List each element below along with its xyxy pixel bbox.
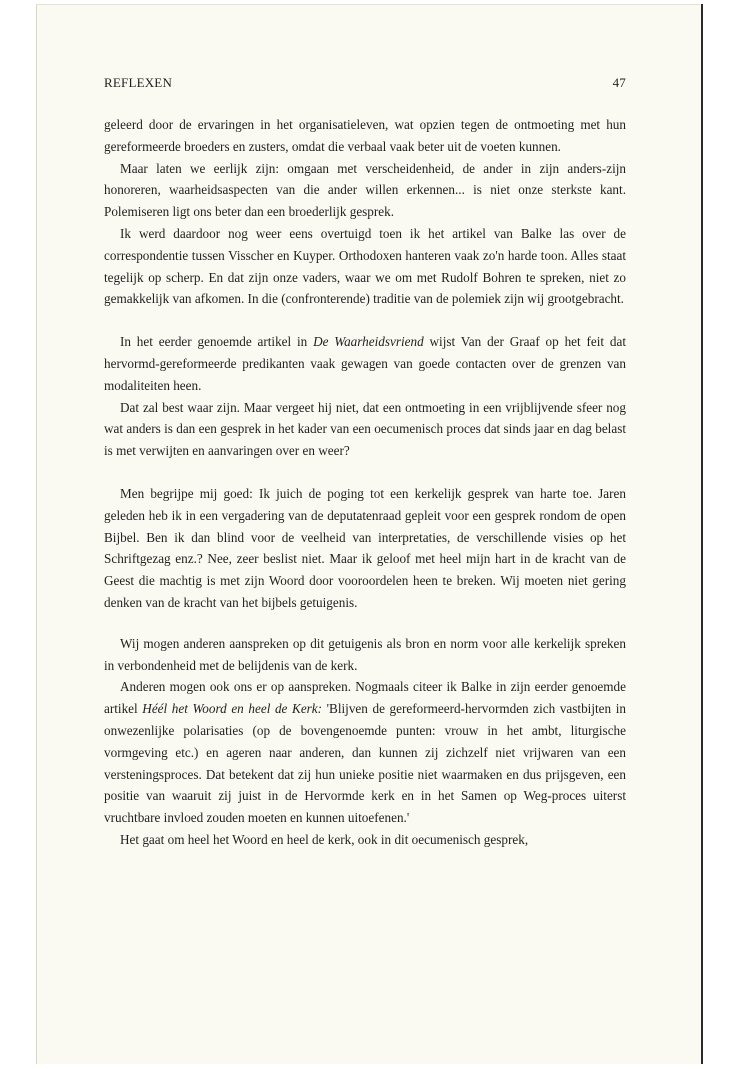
paragraph-8-text-b: 'Blijven de gereformeerd-hervormden zich vastbijten in onwezenlijke polarisaties (op de bovengenoemde punten: vrouw in het ambt, liturgische vormgeving etc.) en ageren naar anderen, dan kunnen zij zichzelf niet vrijwaren van een versteningsproces. Dat betekent dat zij hun unieke positie niet waarmaken en dus prijsgeven, een positie van waaruit zij juist in de Hervormde kerk en in het Samen op Weg-proces uiterst vruchtbare invloed zouden moeten en kunnen uitoefenen.' [104, 701, 626, 826]
paragraph-5: Dat zal best waar zijn. Maar vergeet hij niet, dat een ontmoeting in een vrijblijvende sfeer nog wat anders is dan een gesprek in het kader van een oecumenisch proces dat sinds jaar en dag belast is met verwijten en aanvaringen over en weer? [104, 399, 626, 459]
body-text [104, 114, 626, 851]
running-head-title: REFLEXEN [104, 75, 173, 90]
paragraph-9: Het gaat om heel het Woord en heel de kerk, ook in dit oecumenisch gesprek, [120, 831, 529, 847]
page-number: 47 [612, 75, 626, 90]
paragraph-8-italic-title: Héél het Woord en heel de Kerk: [142, 701, 323, 717]
page-top-edge [36, 4, 700, 5]
paragraph-4-text-a: In het eerder genoemde artikel in [120, 334, 314, 350]
paragraph-1: geleerd door de ervaringen in het organisatieleven, wat opzien tegen de ontmoeting met hun gereformeerde broeders en zusters, omdat die verbaal vaak beter uit de voeten kunnen. [104, 117, 626, 154]
running-head [104, 75, 626, 93]
paragraph-7: Wij mogen anderen aanspreken op dit getuigenis als bron en norm voor alle kerkelijk spreken in verbondenheid met de belijdenis van de kerk. [104, 635, 626, 673]
paragraph-4-text-b: wijst Van der Graaf op het feit dat hervormd-gereformeerde predikanten vaak gewagen van goede contacten over de grenzen van modaliteiten heen. [104, 334, 627, 393]
paragraph-3: Ik werd daardoor nog weer eens overtuigd toen ik het artikel van Balke las over de correspondentie tussen Visscher en Kuyper. Orthodoxen hanteren vaak zo'n harde toon. Alles staat tegelijk op scherp. En dat zijn onze vaders, waar we om met Rudolf Bohren te spreken, niet zo gemakkelijk van afkomen. In die (confronterende) traditie van de polemiek zijn wij grootgebracht. [104, 225, 626, 307]
paragraph-8 [104, 676, 626, 829]
paragraph-4-italic-title: De Waarheidsvriend [313, 334, 424, 350]
paragraph-8-text-a: Anderen mogen ook ons er op aanspreken. Nogmaals citeer ik Balke in zijn eerder genoemde artikel [104, 679, 626, 717]
paragraph-2: Maar laten we eerlijk zijn: omgaan met verscheidenheid, de ander in zijn anders-zijn honoreren, waarheidsaspecten van die ander willen erkennen... is niet onze sterkste kant. Polemiseren ligt ons beter dan een broederlijk gesprek. [104, 160, 626, 220]
paragraph-6: Men begrijpe mij goed: Ik juich de poging tot een kerkelijk gesprek van harte toe. Jaren geleden heb ik in een vergadering van de deputatenraad gepleit voor een gesprek rondom de open Bijbel. Ben ik dan blind voor de veelheid van interpretaties, de verschillende visies op het Schriftgezag enz.? Nee, zeer beslist niet. Maar ik geloof met heel mijn hart in de kracht van de Geest die machtig is met zijn Woord door vooroordelen heen te breken. Wij moeten niet gering denken van de kracht van het bijbels getuigenis. [104, 485, 626, 610]
paragraph-4 [104, 331, 626, 396]
